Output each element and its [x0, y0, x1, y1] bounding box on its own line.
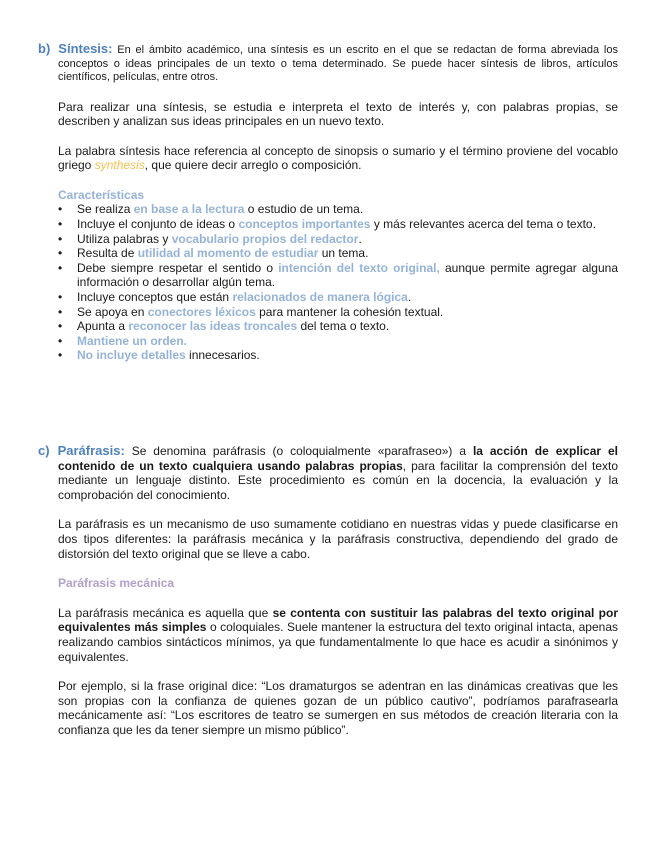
parafrasis-intro-start: Se denomina paráfrasis (o coloquialmente «parafraseo») a — [124, 444, 473, 458]
list-item: • Incluye el conjunto de ideas o conceptos importantes y más relevantes acerca del tema o texto. — [58, 217, 618, 232]
parafrasis-p3-start: La paráfrasis mecánica es aquella que — [58, 605, 273, 620]
parafrasis-intro — [38, 444, 618, 502]
parafrasis-paragraph-4: Por ejemplo, si la frase original dice: “Los dramaturgos se adentran en las dinámicas creativas que les son propias con la confianza de quienes gozan de un público cautivo”, podríamos parafrasearla mecánicamente así: “Los escritores de teatro se sumergen en sus métodos de creación literaria con la confianza que les da tener siempre un mismo público”. — [58, 679, 618, 737]
parafrasis-p3-end: o coloquiales. Suele mantener la estructura del texto original intacta, apenas realizando cambios sintácticos mínimos, ya que fundamentalmente lo que hace es acudir a sinónimos y equivalentes. — [58, 620, 618, 664]
sintesis-paragraph-2: Para realizar una síntesis, se estudia e interpreta el texto de interés y, con palabras propias, se describen y analizan sus ideas principales en un nuevo texto. — [58, 99, 618, 129]
sintesis-intro-text: En el ámbito académico, una síntesis es un escrito en el que se redactan de forma abreviada los conceptos o ideas principales de un texto o tema determinado. Se puede hacer síntesis de libros, artículos científicos, películas, entre otros. — [58, 44, 618, 83]
list-item: • No incluye detalles innecesarios. — [58, 348, 618, 363]
section-sintesis — [38, 42, 618, 363]
sintesis-p3-start: La palabra síntesis hace referencia al concepto de sinopsis o sumario y el término proviene del vocablo griego — [58, 143, 618, 173]
parafrasis-p3-bold: se contenta con sustituir las palabras del texto original por equivalentes más simples — [58, 605, 618, 635]
list-item: • Debe siempre respetar el sentido o intención del texto original, aunque permite agregar alguna información o desarrollar algún tema. — [58, 261, 618, 290]
list-item: • Se apoya en conectores léxicos para mantener la cohesión textual. — [58, 305, 618, 320]
sintesis-intro — [38, 42, 618, 85]
parafrasis-title: Paráfrasis: — [57, 443, 125, 458]
list-item: • Se realiza en base a la lectura o estudio de un tema. — [58, 202, 618, 217]
sintesis-p3-end: , que quiere decir arreglo o composición. — [144, 158, 362, 173]
list-item: • Resulta de utilidad al momento de estudiar un tema. — [58, 246, 618, 261]
caracteristicas-list — [38, 202, 618, 363]
section-parafrasis — [38, 444, 618, 738]
sintesis-paragraph-3 — [38, 144, 618, 173]
parafrasis-intro-end: , para facilitar la comprensión del texto mediante un lenguaje distinto. Este procedimiento es común en la docencia, la evaluación y la comprobación del conocimiento. — [58, 458, 618, 502]
parafrasis-mecanica-heading: Paráfrasis mecánica — [58, 576, 175, 591]
synthesis-word: synthesis — [94, 158, 145, 173]
sintesis-title: Síntesis: — [58, 41, 113, 56]
parafrasis-paragraph-3 — [38, 606, 618, 664]
sintesis-letter: b) — [38, 41, 51, 56]
parafrasis-paragraph-2: La paráfrasis es un mecanismo de uso sumamente cotidiano en nuestras vidas y puede clasificarse en dos tipos diferentes: la paráfrasis mecánica y la paráfrasis constructiva, dependiendo del grado de distorsión del texto original que se lleve a cabo. — [58, 517, 618, 561]
list-item: • Incluye conceptos que están relacionados de manera lógica. — [58, 290, 618, 305]
list-item: • Utiliza palabras y vocabulario propios del redactor. — [58, 232, 618, 247]
parafrasis-intro-bold: la acción de explicar el contenido de un texto cualquiera usando palabras propias — [58, 444, 618, 473]
parafrasis-letter: c) — [38, 443, 50, 458]
list-item: • Apunta a reconocer las ideas troncales del tema o texto. — [58, 319, 618, 334]
caracteristicas-heading: Características — [58, 187, 145, 202]
list-item: • Mantiene un orden. — [58, 334, 618, 349]
